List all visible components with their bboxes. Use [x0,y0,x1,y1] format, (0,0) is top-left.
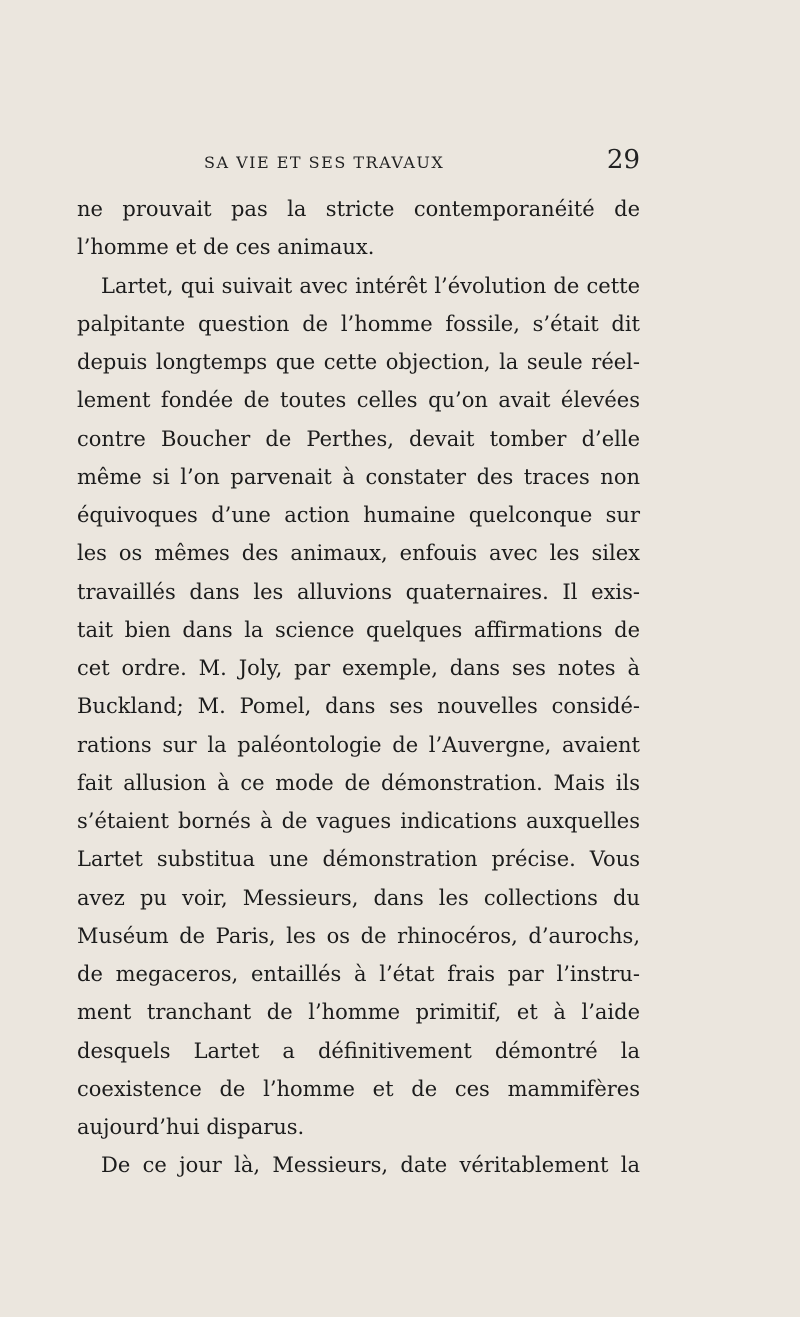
text-line: rations sur la paléontologie de l’Auvergne, avaient [77,732,640,757]
text-line: aujourd’hui disparus. [77,1115,305,1139]
text-line: travaillés dans les alluvions quaternaires. Il exis- [77,579,640,604]
body-text [77,190,640,1185]
text-line: contre Boucher de Perthes, devait tomber d’elle [77,426,640,451]
text-line: Lartet, qui suivait avec intérêt l’évolution de cette [101,273,640,298]
text-line: desquels Lartet a définitivement démontré la [77,1038,640,1063]
text-line: coexistence de l’homme et de ces mammifères [77,1076,640,1101]
text-line: Buckland; M. Pomel, dans ses nouvelles considé- [77,694,640,719]
text-line: équivoques d’une action humaine quelconque sur [77,503,640,527]
text-line: palpitante question de l’homme fossile, s’était dit [77,311,640,336]
text-line: cet ordre. M. Joly, par exemple, dans ses notes à [77,656,640,680]
text-line: les os mêmes des animaux, enfouis avec les silex [77,541,640,566]
text-line: tait bien dans la science quelques affirmations de [77,617,640,642]
text-line: lement fondée de toutes celles qu’on avait élevées [77,388,640,413]
text-line: depuis longtemps que cette objection, la seule réel- [77,350,640,374]
text-line: De ce jour là, Messieurs, date véritablement la [101,1153,640,1178]
text-line: ne prouvait pas la stricte contemporanéité de [77,197,640,221]
page-number: 29 [606,145,640,175]
running-header [196,143,640,181]
text-line: Muséum de Paris, les os de rhinocéros, d’aurochs, [77,923,640,948]
text-line: s’étaient bornés à de vagues indications auxquelles [77,809,640,833]
text-line: avez pu voir, Messieurs, dans les collections du [77,885,640,910]
text-line: même si l’on parvenait à constater des traces non [77,464,640,489]
running-title: SA VIE ET SES TRAVAUX [204,153,445,172]
text-line: Lartet substitua une démonstration précise. Vous [77,847,640,872]
text-line: fait allusion à ce mode de démonstration. Mais ils [77,770,640,795]
text-line: de megaceros, entaillés à l’état frais par l’instru- [77,962,640,986]
text-line: ment tranchant de l’homme primitif, et à l’aide [77,1000,640,1025]
text-line: l’homme et de ces animaux. [77,235,375,260]
